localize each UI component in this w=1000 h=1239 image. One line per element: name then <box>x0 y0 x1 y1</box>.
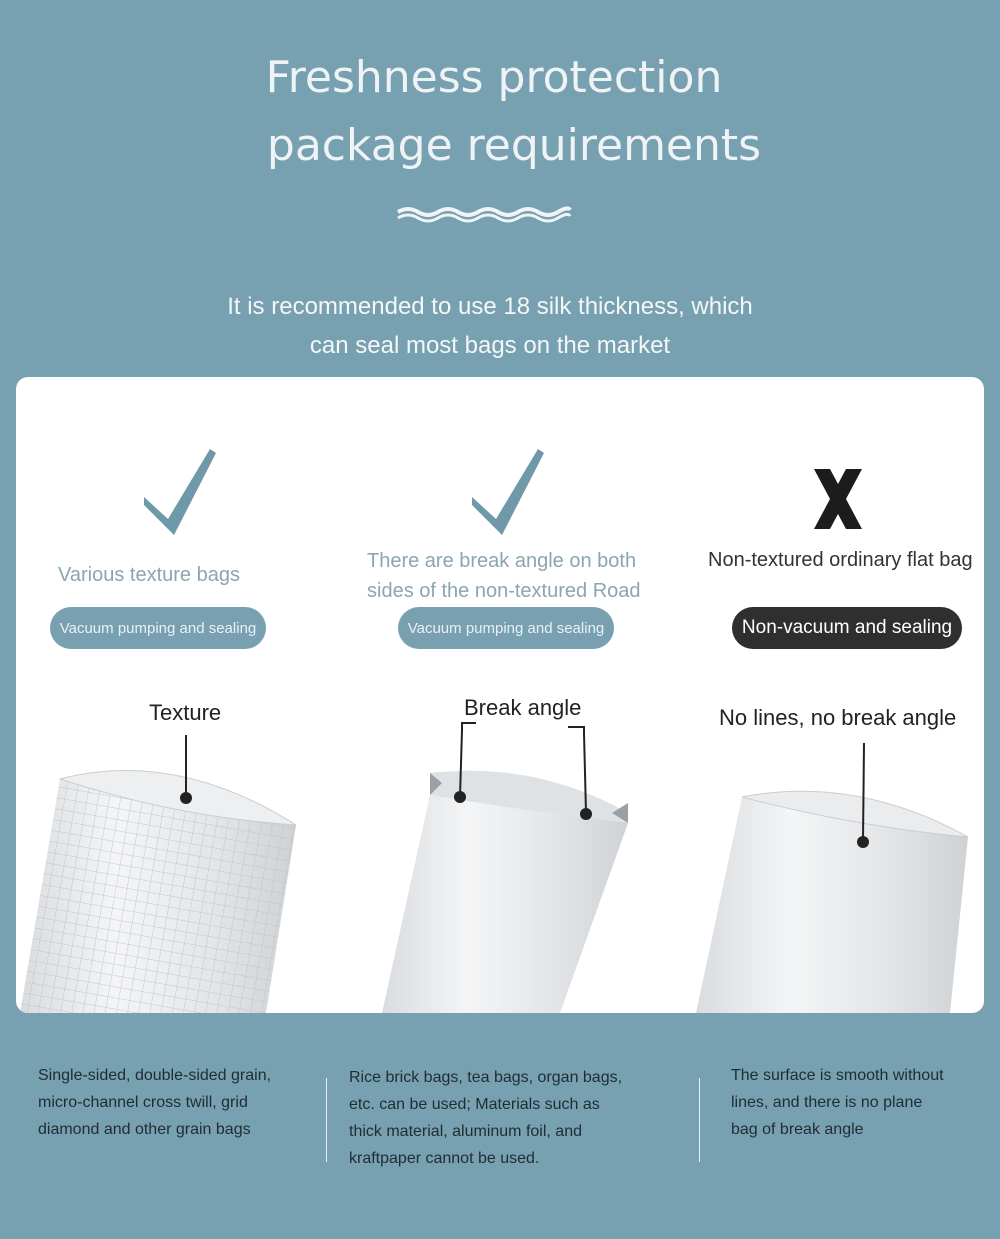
description-line: The surface is smooth without <box>731 1067 944 1084</box>
column2-label-line2: sides of the non-textured Road <box>367 580 641 602</box>
break-angle-callout: Break angle <box>464 695 582 720</box>
description-line: micro-channel cross twill, grid <box>38 1094 248 1111</box>
description-line: kraftpaper cannot be used. <box>349 1150 540 1167</box>
description-line: diamond and other grain bags <box>38 1121 251 1138</box>
texture-callout: Texture <box>149 700 222 725</box>
non-vacuum-sealing-badge: Non-vacuum and sealing <box>732 607 962 649</box>
description-line: bag of break angle <box>731 1121 864 1138</box>
wave-divider-icon <box>396 204 572 224</box>
check-icon <box>144 449 216 535</box>
column2-label-line1: There are break angle on both <box>367 550 637 572</box>
description-line: lines, and there is no plane <box>731 1094 923 1111</box>
column-divider <box>326 1078 327 1162</box>
subtitle-line2: can seal most bags on the market <box>309 332 671 359</box>
description-line: Single-sided, double-sided grain, <box>38 1067 272 1084</box>
comparison-card <box>16 377 984 1013</box>
page-title-line1: Freshness protection <box>265 52 723 103</box>
column3-description <box>731 1062 944 1143</box>
x-icon <box>814 469 862 529</box>
break-angle-bag-icon <box>382 723 628 1013</box>
column2-description <box>349 1064 622 1172</box>
description-line: thick material, aluminum foil, and <box>349 1123 582 1140</box>
textured-bag-icon <box>20 735 296 1013</box>
description-line: Rice brick bags, tea bags, organ bags, <box>349 1069 623 1086</box>
check-icon <box>472 449 544 535</box>
no-lines-callout: No lines, no break angle <box>719 705 957 730</box>
page-title-line2: package requirements <box>266 120 762 171</box>
vacuum-sealing-badge: Vacuum pumping and sealing <box>50 607 266 649</box>
flat-bag-icon <box>696 743 968 1013</box>
column3-label: Non-textured ordinary flat bag <box>708 549 973 571</box>
subtitle-line1: It is recommended to use 18 silk thickness, which <box>227 293 753 320</box>
column-divider <box>699 1078 700 1162</box>
column1-label: Various texture bags <box>58 564 240 586</box>
column1-description <box>38 1062 271 1143</box>
description-line: etc. can be used; Materials such as <box>349 1096 600 1113</box>
vacuum-sealing-badge: Vacuum pumping and sealing <box>398 607 614 649</box>
